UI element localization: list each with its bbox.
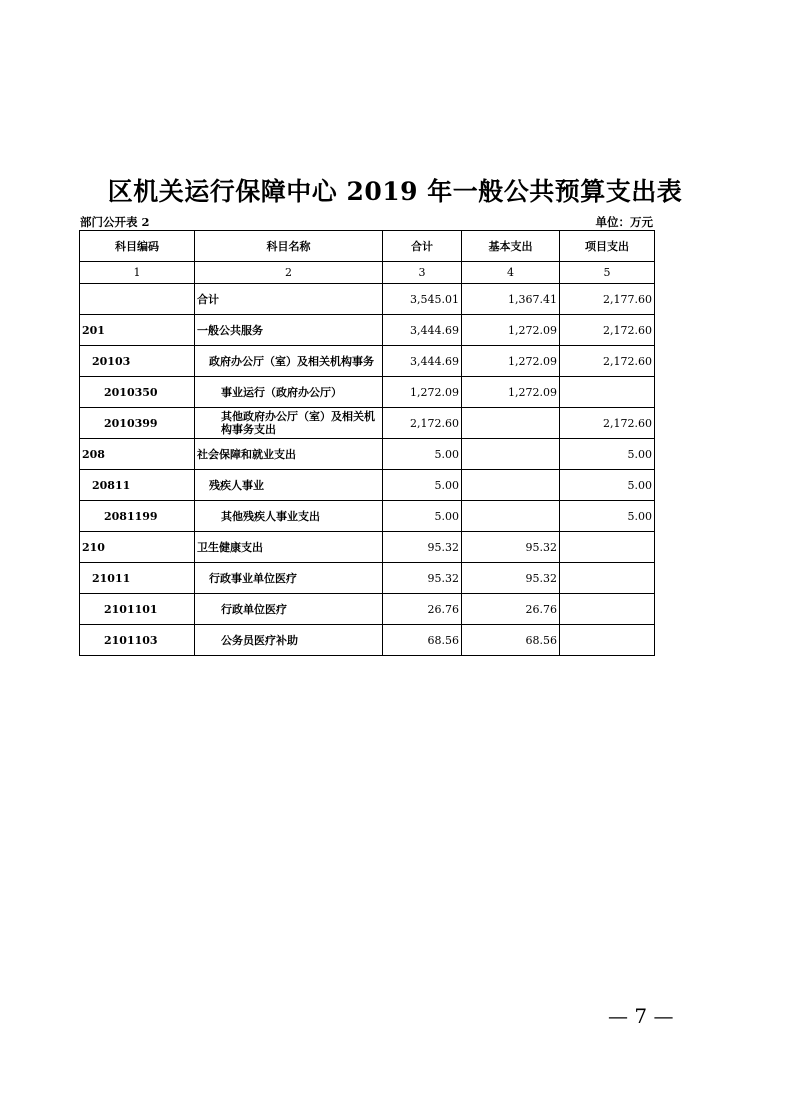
column-header: 基本支出 bbox=[462, 231, 560, 262]
column-header: 合计 bbox=[383, 231, 462, 262]
project-amount: 2,172.60 bbox=[560, 346, 655, 377]
total-amount: 95.32 bbox=[383, 532, 462, 563]
subject-code: 20811 bbox=[80, 470, 195, 501]
subject-code: 208 bbox=[80, 439, 195, 470]
project-amount: 5.00 bbox=[560, 439, 655, 470]
total-amount: 5.00 bbox=[383, 501, 462, 532]
subject-name: 事业运行（政府办公厅） bbox=[195, 377, 383, 408]
basic-amount: 1,367.41 bbox=[462, 284, 560, 315]
subject-code bbox=[80, 284, 195, 315]
table-row bbox=[80, 346, 655, 377]
column-index: 4 bbox=[462, 262, 560, 284]
subject-code: 2010399 bbox=[80, 408, 195, 439]
total-amount: 26.76 bbox=[383, 594, 462, 625]
subject-name: 卫生健康支出 bbox=[195, 532, 383, 563]
page-title: 区机关运行保障中心 2019 年一般公共预算支出表 bbox=[107, 177, 683, 206]
column-index: 3 bbox=[383, 262, 462, 284]
basic-amount: 95.32 bbox=[462, 532, 560, 563]
subject-code: 21011 bbox=[80, 563, 195, 594]
table-row bbox=[80, 315, 655, 346]
subject-name: 政府办公厅（室）及相关机构事务 bbox=[195, 346, 383, 377]
subject-code: 2101103 bbox=[80, 625, 195, 656]
column-index: 2 bbox=[195, 262, 383, 284]
table-row bbox=[80, 439, 655, 470]
total-amount: 68.56 bbox=[383, 625, 462, 656]
subject-name: 公务员医疗补助 bbox=[195, 625, 383, 656]
project-amount: 2,172.60 bbox=[560, 315, 655, 346]
table-row bbox=[80, 501, 655, 532]
total-amount: 2,172.60 bbox=[383, 408, 462, 439]
subject-code: 20103 bbox=[80, 346, 195, 377]
subject-name: 合计 bbox=[195, 284, 383, 315]
total-amount: 3,444.69 bbox=[383, 315, 462, 346]
basic-amount: 95.32 bbox=[462, 563, 560, 594]
total-amount: 95.32 bbox=[383, 563, 462, 594]
page-number: — 7 — bbox=[608, 1004, 674, 1028]
subject-name: 行政事业单位医疗 bbox=[195, 563, 383, 594]
column-index: 5 bbox=[560, 262, 655, 284]
column-index-row bbox=[80, 262, 655, 284]
subject-code: 201 bbox=[80, 315, 195, 346]
column-header: 科目名称 bbox=[195, 231, 383, 262]
basic-amount bbox=[462, 439, 560, 470]
header-row bbox=[80, 231, 655, 262]
subject-name: 其他政府办公厅（室）及相关机构事务支出 bbox=[195, 408, 383, 439]
total-amount: 3,444.69 bbox=[383, 346, 462, 377]
table-row bbox=[80, 563, 655, 594]
column-index: 1 bbox=[80, 262, 195, 284]
basic-amount bbox=[462, 408, 560, 439]
table-row bbox=[80, 532, 655, 563]
table-row bbox=[80, 284, 655, 315]
project-amount: 5.00 bbox=[560, 470, 655, 501]
form-label: 部门公开表 2 bbox=[80, 215, 150, 229]
subject-name: 残疾人事业 bbox=[195, 470, 383, 501]
table-row bbox=[80, 594, 655, 625]
subject-code: 2081199 bbox=[80, 501, 195, 532]
column-header: 科目编码 bbox=[80, 231, 195, 262]
total-amount: 5.00 bbox=[383, 439, 462, 470]
basic-amount: 1,272.09 bbox=[462, 315, 560, 346]
project-amount bbox=[560, 594, 655, 625]
project-amount bbox=[560, 625, 655, 656]
basic-amount bbox=[462, 501, 560, 532]
table-row bbox=[80, 377, 655, 408]
project-amount: 2,177.60 bbox=[560, 284, 655, 315]
basic-amount: 1,272.09 bbox=[462, 377, 560, 408]
subject-code: 210 bbox=[80, 532, 195, 563]
total-amount: 1,272.09 bbox=[383, 377, 462, 408]
table-row bbox=[80, 470, 655, 501]
subject-code: 2010350 bbox=[80, 377, 195, 408]
column-header: 项目支出 bbox=[560, 231, 655, 262]
project-amount: 5.00 bbox=[560, 501, 655, 532]
unit-label: 单位：万元 bbox=[595, 215, 653, 229]
budget-table bbox=[79, 230, 655, 656]
project-amount bbox=[560, 377, 655, 408]
table-row bbox=[80, 408, 655, 439]
subject-code: 2101101 bbox=[80, 594, 195, 625]
basic-amount: 68.56 bbox=[462, 625, 560, 656]
basic-amount: 26.76 bbox=[462, 594, 560, 625]
total-amount: 5.00 bbox=[383, 470, 462, 501]
basic-amount bbox=[462, 470, 560, 501]
project-amount bbox=[560, 563, 655, 594]
basic-amount: 1,272.09 bbox=[462, 346, 560, 377]
subject-name: 其他残疾人事业支出 bbox=[195, 501, 383, 532]
project-amount: 2,172.60 bbox=[560, 408, 655, 439]
project-amount bbox=[560, 532, 655, 563]
subject-name: 行政单位医疗 bbox=[195, 594, 383, 625]
total-amount: 3,545.01 bbox=[383, 284, 462, 315]
subject-name: 社会保障和就业支出 bbox=[195, 439, 383, 470]
subject-name: 一般公共服务 bbox=[195, 315, 383, 346]
table-row bbox=[80, 625, 655, 656]
